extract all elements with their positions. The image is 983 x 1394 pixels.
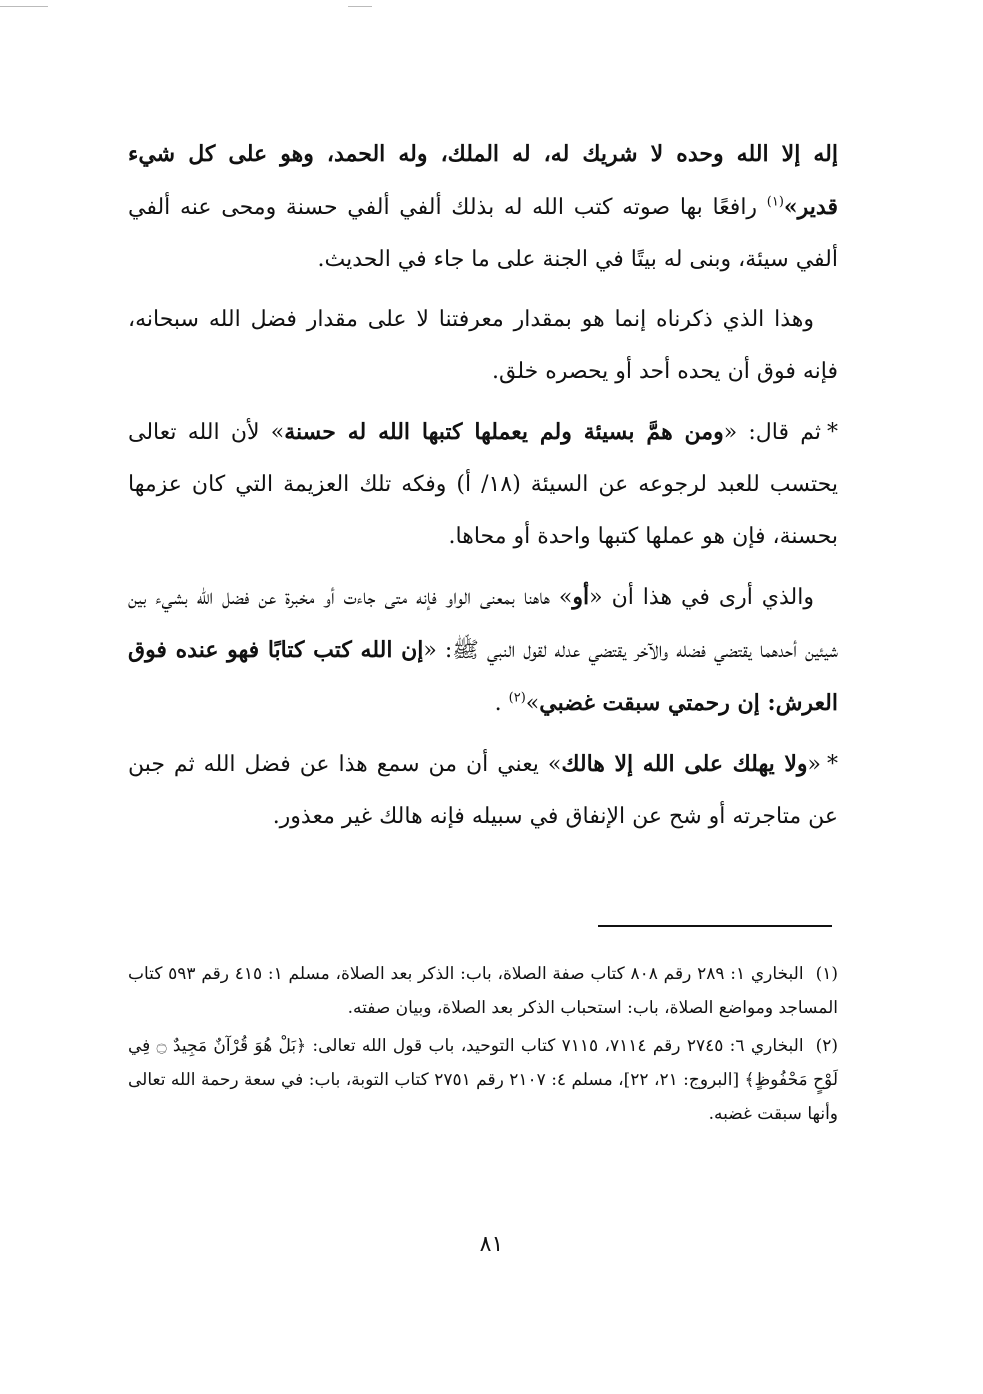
paragraph-text: » يعني أن من سمع هذا عن فضل الله ثم جبن عن متاجرته أو شح عن الإنفاق في سبيله فإنه هالك غير معذور. bbox=[128, 752, 838, 829]
paragraph bbox=[128, 738, 838, 843]
scan-edge-mark bbox=[0, 6, 48, 7]
footnote bbox=[128, 1029, 838, 1131]
main-text bbox=[128, 128, 838, 851]
footnote-number: (١) bbox=[815, 964, 838, 984]
hadith-quote: ومن همَّ بسيئة ولم يعملها كتبها الله له حسنة bbox=[284, 419, 724, 445]
paragraph-text: » لأن الله تعالى يحتسب للعبد لرجوعه عن السيئة (١٨/ أ) وفكه تلك العزيمة التي كان عزمها بحسنة، فإن هو عملها كتبها واحدة أو محاها. bbox=[128, 420, 838, 549]
paragraph-text: » bbox=[525, 691, 540, 716]
paragraph bbox=[128, 128, 838, 286]
paragraph-text: . bbox=[494, 691, 509, 716]
footnote-ref[interactable]: (١) bbox=[766, 194, 784, 210]
paragraph bbox=[128, 406, 838, 563]
footnote-text: البخاري ٦: ٢٧٤٥ رقم ٧١١٤، ٧١١٥ كتاب التوحيد، باب قول الله تعالى: ﴿بَلْ هُوَ قُرْآنٌ مَجِيدٌ ۝ فِي لَوْحٍ مَحْفُوظٍ﴾ [البروج: ٢١، ٢٢]، مسلم ٤: ٢١٠٧ رقم ٢٧٥١ كتاب التوبة، باب: في سعة رحمة الله تعالى وأنها سبقت غضبه. bbox=[128, 1036, 839, 1124]
quoted-word: أو bbox=[572, 584, 590, 610]
hadith-quote: ولا يهلك على الله إلا هالك bbox=[561, 751, 808, 777]
paragraph-text: ثم قال: « bbox=[723, 420, 822, 445]
footnotes bbox=[128, 957, 838, 1135]
paragraph bbox=[128, 571, 838, 730]
hadith-quote: إله إلا الله وحده لا شريك له، له الملك، وله الحمد، وهو على كل شيء قدير» bbox=[128, 141, 838, 220]
paragraph-text: » هاهنا بمعنى الواو فإنه متى جاءت أو مخبرة عن فضل الله بشيء بين شيئين أحدهما يقتضي فضله والآخر يقتضي عدله لقول النبي ﷺ: « bbox=[128, 585, 838, 663]
paragraph: وهذا الذي ذكرناه إنما هو بمقدار معرفتنا لا على مقدار فضل الله سبحانه، فإنه فوق أن يحده أحد أو يحصره خلق. bbox=[128, 307, 838, 384]
footnote bbox=[128, 957, 838, 1025]
bullet-marker: * bbox=[827, 752, 838, 777]
hadith-quote: إن الله كتب كتابًا فهو عنده فوق العرش: إن رحمتي سبقت غضبي bbox=[128, 637, 838, 716]
paragraph-text: « bbox=[807, 752, 821, 777]
bullet-marker: * bbox=[827, 420, 839, 445]
paragraph-text: والذي أرى في هذا أن « bbox=[589, 585, 814, 610]
footnote-ref[interactable]: (٢) bbox=[508, 690, 526, 706]
footnote-text: البخاري ١: ٢٨٩ رقم ٨٠٨ كتاب صفة الصلاة، باب: الذكر بعد الصلاة، مسلم ١: ٤١٥ رقم ٥٩٣ كتاب المساجد ومواضع الصلاة، باب: استحباب الذكر بعد الصلاة، وبيان صفته. bbox=[128, 964, 838, 1018]
footnote-separator bbox=[598, 925, 832, 927]
paragraph-text: رافعًا بها صوته كتب الله له بذلك ألفي ألفي حسنة ومحى عنه ألفي ألفي سيئة، وبنى له بيتًا في الجنة على ما جاء في الحديث. bbox=[128, 195, 838, 272]
footnote-number: (٢) bbox=[815, 1036, 838, 1056]
page-number: ٨١ bbox=[479, 1232, 504, 1257]
scan-edge-mark bbox=[348, 6, 372, 7]
